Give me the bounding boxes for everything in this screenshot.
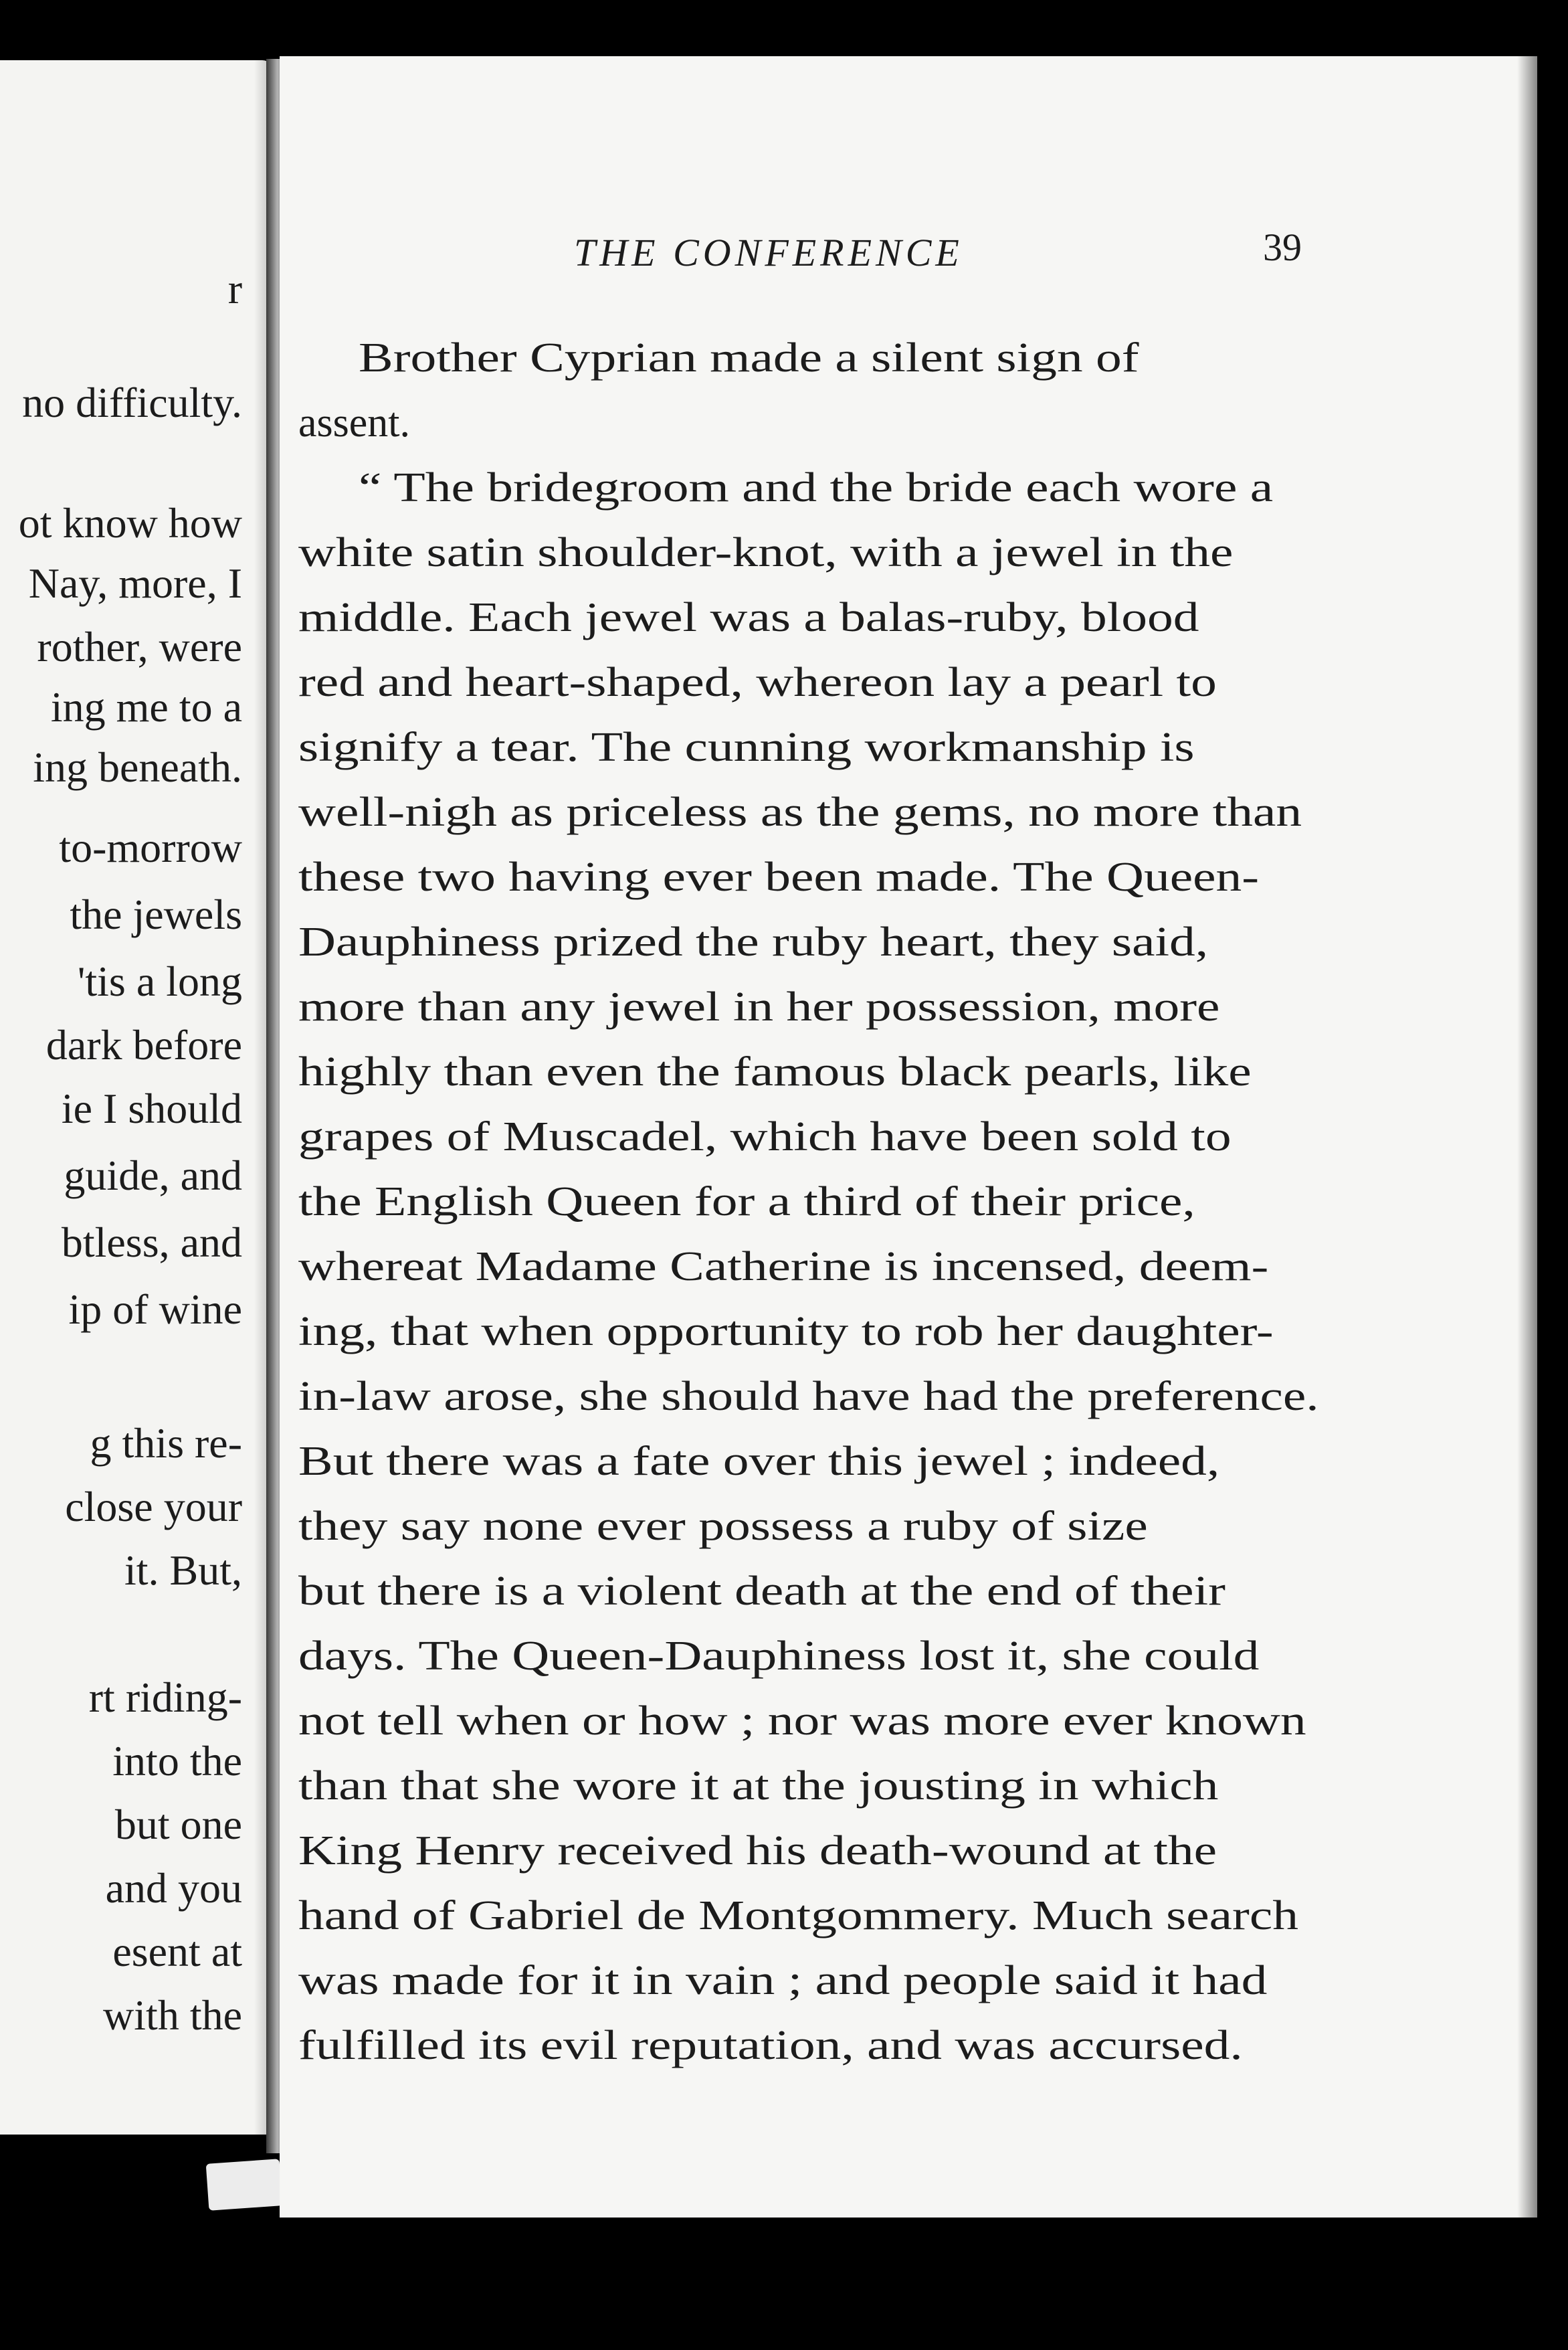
body-line: not tell when or how ; nor was more ever known (298, 1698, 1306, 1744)
body-line: Dauphiness prized the ruby heart, they said, (298, 919, 1209, 965)
left-page-line: Nay, more, I (28, 559, 242, 607)
page-corner (206, 2159, 283, 2211)
left-page-line: with the (103, 1991, 242, 2039)
left-page-line: it. But, (124, 1546, 242, 1594)
left-page-line: close your (65, 1483, 242, 1530)
left-page-line: ing beneath. (33, 743, 242, 791)
left-page-line: to-morrow (59, 824, 242, 871)
body-line: these two having ever been made. The Queen- (298, 854, 1260, 900)
body-line: “ The bridegroom and the bride each wore a (359, 465, 1274, 511)
body-line: ing, that when opportunity to rob her daughter- (298, 1309, 1274, 1354)
left-page-line: but one (114, 1801, 242, 1848)
left-page-line: and you (105, 1864, 242, 1912)
body-line: the English Queen for a third of their price, (298, 1179, 1195, 1225)
body-line: grapes of Muscadel, which have been sold to (298, 1114, 1232, 1160)
left-page-line: rt riding- (88, 1674, 242, 1721)
body-line: they say none ever possess a ruby of size (298, 1504, 1148, 1549)
body-line: whereat Madame Catherine is incensed, deem- (298, 1244, 1269, 1289)
left-page-line: guide, and (64, 1152, 242, 1199)
body-line: assent. (298, 400, 411, 446)
left-page-line: ip of wine (68, 1285, 242, 1333)
body-line: red and heart-shaped, whereon lay a pearl to (298, 660, 1217, 705)
left-page-line: g this re- (90, 1419, 242, 1467)
page-number: 39 (1263, 225, 1302, 269)
body-line: was made for it in vain ; and people said it had (298, 1958, 1268, 2003)
left-page-line: the jewels (70, 891, 242, 938)
left-page-line: 'tis a long (77, 958, 242, 1005)
left-page-line: ing me to a (50, 683, 242, 731)
body-line: but there is a violent death at the end of their (298, 1568, 1226, 1614)
left-page-line: esent at (112, 1928, 242, 1975)
body-line: days. The Queen-Dauphiness lost it, she could (298, 1633, 1260, 1679)
page-edge-shade (1517, 56, 1537, 2218)
running-head: THE CONFERENCE (574, 231, 963, 274)
body-line: well-nigh as priceless as the gems, no more than (298, 790, 1302, 835)
body-line: white satin shoulder-knot, with a jewel in the (298, 530, 1234, 575)
body-line: highly than even the famous black pearls, like (298, 1049, 1252, 1095)
body-line: signify a tear. The cunning workmanship is (298, 725, 1195, 770)
left-page-line: no difficulty. (22, 379, 242, 426)
left-page-line: rother, were (37, 623, 242, 670)
body-line: than that she wore it at the jousting in which (298, 1763, 1219, 1809)
left-page-line: r (227, 265, 242, 312)
left-page-line: ie I should (61, 1085, 242, 1132)
body-line: King Henry received his death-wound at the (298, 1828, 1217, 1874)
body-line: Brother Cyprian made a silent sign of (359, 335, 1139, 381)
right-page (280, 56, 1537, 2218)
body-line: hand of Gabriel de Montgommery. Much search (298, 1893, 1299, 1938)
body-line: middle. Each jewel was a balas-ruby, blood (298, 595, 1199, 640)
body-line: more than any jewel in her possession, more (298, 984, 1220, 1030)
left-page-line: btless, and (61, 1218, 242, 1266)
left-page-line: dark before (45, 1021, 242, 1069)
body-line: in-law arose, she should have had the preference. (298, 1374, 1319, 1419)
left-page-line: into the (112, 1737, 242, 1785)
body-line: But there was a fate over this jewel ; indeed, (298, 1439, 1220, 1484)
body-line: fulfilled its evil reputation, and was accursed. (298, 2023, 1243, 2068)
left-page (0, 60, 274, 2135)
left-page-line: ot know how (18, 499, 242, 547)
